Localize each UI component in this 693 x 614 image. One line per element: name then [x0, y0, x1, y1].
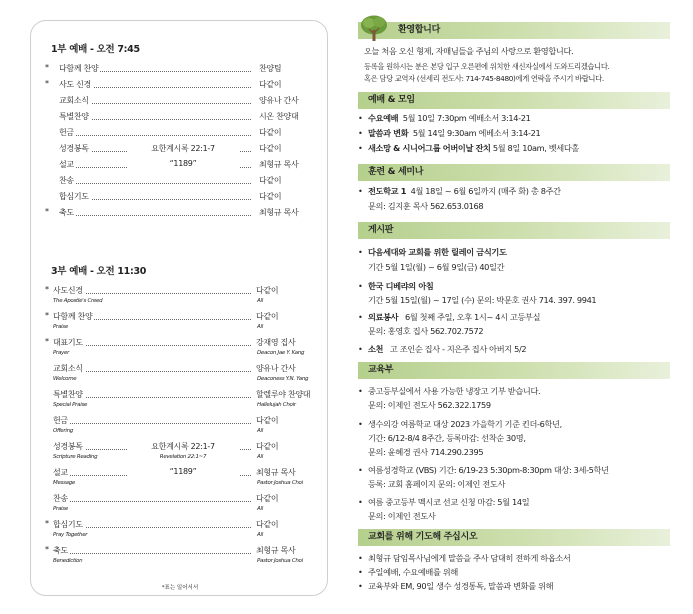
bullet: •: [358, 128, 363, 138]
item-leader: 다같이: [259, 128, 282, 137]
service3-row: [45, 493, 293, 506]
bullet: •: [358, 113, 363, 123]
service3-subrow: [45, 506, 293, 516]
announcements-panel: [358, 14, 670, 604]
dot-leader: [59, 397, 251, 398]
item-label: 찬송: [53, 494, 68, 503]
dot-leader: [59, 345, 251, 346]
item-leader-english: All: [257, 506, 263, 512]
item-leader: 다같이: [256, 494, 279, 503]
board-item-title: 의료봉사: [368, 312, 399, 322]
item-leader: 최형규 목사: [256, 468, 296, 477]
service1-title: 1부 예배 - 오전 7:45: [51, 44, 140, 55]
dot-leader: [59, 135, 251, 136]
bullet: •: [358, 581, 363, 591]
service1-row: [45, 175, 293, 188]
education-item-detail: 문의: 이제인 전도사: [368, 511, 436, 521]
item-label: 교회소식: [59, 96, 89, 105]
stand-marker: *: [45, 207, 49, 216]
board-item: [358, 247, 507, 258]
service3-row: [45, 285, 293, 298]
service1-row: [45, 111, 299, 124]
scripture-reference: 요한계시록 22:1-7: [127, 441, 239, 452]
stand-marker: *: [45, 63, 49, 72]
welcome-line: 등록을 원하시는 분은 본당 입구 오른편에 위치한 새신자실에서 도와드리겠습니다.: [364, 62, 610, 71]
service1-row: [45, 95, 299, 108]
stand-marker: *: [45, 545, 49, 554]
service3-row: [45, 337, 296, 350]
dot-leader: [59, 371, 251, 372]
service3-subrow: [45, 298, 293, 308]
item-label: 찬송: [59, 176, 74, 185]
prayer-header: 교회를 위해 기도해 주십시오: [358, 529, 670, 546]
item-leader-english: Deaconess Y.N. Yang: [257, 376, 309, 382]
prayer-item: [358, 567, 458, 578]
item-leader: 다같이: [256, 286, 279, 295]
stand-marker: *: [45, 311, 49, 320]
worship-header: 예배 & 모임: [358, 92, 670, 109]
board-item-text: 6월 첫째 주일, 오후 1시~ 4시 고등부실: [405, 312, 541, 322]
bullet: •: [358, 312, 363, 322]
service1-row: [45, 159, 299, 172]
education-item-detail: 문의: 이제인 전도사 562.322.1759: [368, 400, 491, 410]
board-item-title: 한국 디베랴의 아침: [368, 281, 434, 291]
education-item: [358, 419, 562, 430]
worship-item: [358, 128, 540, 139]
education-item-detail: 기간: 6/12-8/4 8주간, 등록마감: 선착순 30명,: [368, 433, 526, 443]
service3-row: [45, 545, 296, 558]
item-label: 헌금: [53, 416, 68, 425]
worship-item-text: 5월 8일 10am, 벳세다홀: [492, 143, 579, 153]
service1-row: [45, 127, 293, 140]
service3-row: [45, 363, 296, 376]
item-label-english: The Apostle's Creed: [53, 298, 103, 304]
bullet: •: [358, 465, 363, 475]
item-label-english: Offering: [53, 428, 73, 434]
sermon-title: “1189”: [127, 467, 239, 476]
tree-icon: [358, 14, 390, 44]
service3-row: [45, 311, 293, 324]
bullet: •: [358, 143, 363, 153]
education-item: [358, 386, 540, 397]
item-leader-english: All: [257, 428, 263, 434]
item-label: 대표기도: [53, 338, 83, 347]
prayer-item-text: 교육부와 EM, 90일 생수 성경통독, 말씀과 변화를 위해: [368, 581, 554, 591]
worship-item-title: 말씀과 변화: [368, 128, 409, 138]
item-leader: 다같이: [259, 192, 282, 201]
order-of-worship-panel: [30, 20, 328, 596]
service3-row: [45, 415, 293, 428]
item-leader: 양유나 간사: [259, 96, 299, 105]
service3-row: [45, 519, 293, 532]
item-label: 성경봉독: [59, 144, 89, 153]
item-leader-english: All: [257, 454, 263, 460]
education-item-text: 여름 중고등부 멕시코 선교 신청 마감: 5월 14일: [368, 497, 530, 507]
item-label: 설교: [53, 468, 68, 477]
service3-title: 3부 예배 - 오전 11:30: [51, 266, 147, 277]
item-label: 다함께 찬양: [53, 312, 93, 321]
bullet: •: [358, 281, 363, 291]
worship-item-title: 수요예배: [368, 113, 399, 123]
board-item-detail: 문의: 홍영호 집사 562.702.7572: [368, 326, 484, 336]
service3-subrow: [45, 558, 303, 568]
board-item-text: 고 조인순 집사 - 지은주 집사 아버지 5/2: [389, 344, 527, 354]
item-leader: 최형규 목사: [259, 208, 299, 217]
item-leader: 다같이: [259, 144, 282, 153]
board-item-title: 소천: [368, 344, 384, 354]
item-label-english: Special Praise: [53, 402, 88, 408]
education-header: 교육부: [358, 362, 670, 379]
service3-subrow: [45, 454, 293, 464]
education-item-text: 중고등부실에서 사용 가능한 냉장고 기부 받습니다.: [368, 386, 541, 396]
item-leader: 다같이: [256, 442, 279, 451]
bullet: •: [358, 497, 363, 507]
item-label: 합심기도: [53, 520, 83, 529]
worship-item: [358, 113, 530, 124]
stand-footnote: *표는 일어서서: [161, 585, 199, 591]
training-text: 4월 18일 ~ 6월 6일까지 (매주 화) 총 8주간: [410, 186, 561, 196]
service3-row: [45, 467, 296, 480]
stand-marker: *: [45, 79, 49, 88]
dot-leader: [59, 215, 251, 216]
item-leader-english: Pastor Joshua Choi: [257, 480, 303, 486]
item-label-english: Message: [53, 480, 76, 486]
dot-leader: [59, 423, 251, 424]
item-leader-english: All: [257, 298, 263, 304]
worship-item: [358, 143, 579, 154]
prayer-item: [358, 581, 553, 592]
board-item: [358, 281, 433, 292]
education-item-text: 여름성경학교 (VBS) 기간: 6/19-23 5:30pm-8:30pm 대상: 3세-5학년: [368, 465, 609, 475]
training-title: 전도학교 1: [368, 186, 407, 196]
stand-marker: *: [45, 519, 49, 528]
item-label: 특별찬양: [53, 390, 83, 399]
bullet: •: [358, 186, 363, 196]
item-label: 성경봉독: [53, 442, 83, 451]
bullet: •: [358, 567, 363, 577]
training-item: [358, 186, 561, 197]
service3-row: [45, 389, 311, 402]
service3-subrow: [45, 350, 305, 360]
prayer-item-text: 주일예배, 수요예배를 위해: [368, 567, 458, 577]
item-leader: 다같이: [256, 416, 279, 425]
item-leader-english: All: [257, 324, 263, 330]
item-label: 합심기도: [59, 192, 89, 201]
worship-item-text: 5월 14일 9:30am 에베소서 3:14-21: [412, 128, 541, 138]
dot-leader: [59, 501, 251, 502]
service1-row: [45, 191, 293, 204]
item-label-english: Prayer: [53, 350, 70, 356]
stand-marker: *: [45, 285, 49, 294]
item-label: 헌금: [59, 128, 74, 137]
education-item: [358, 465, 609, 476]
service1-row: [45, 63, 293, 76]
item-leader-english: Deacon Jae Y. Kang: [257, 350, 305, 356]
item-label-english: Benediction: [53, 558, 83, 564]
item-leader: 다같이: [259, 80, 282, 89]
board-item-title: 다음세대와 교회를 위한 릴레이 금식기도: [368, 247, 507, 257]
scripture-reference: 요한계시록 22:1-7: [127, 143, 239, 154]
item-leader: 찬양팀: [259, 64, 282, 73]
item-label: 축도: [59, 208, 74, 217]
item-leader: 최형규 목사: [259, 160, 299, 169]
education-item-detail: 등록: 교회 홈페이지 문의: 이제인 전도사: [368, 479, 506, 489]
education-item-detail: 문의: 윤혜경 권사 714.290.2395: [368, 447, 484, 457]
service1-row: [45, 143, 293, 156]
dot-leader: [59, 183, 251, 184]
board-item-detail: 기간 5월 1일(월) ~ 6월 9일(금) 40일간: [368, 262, 505, 272]
training-header: 훈련 & 세미나: [358, 164, 670, 181]
board-item: [358, 312, 540, 323]
welcome-line: 오늘 처음 오신 형제, 자매님들을 주님의 사랑으로 환영합니다.: [364, 46, 574, 56]
education-item-text: 생수의강 여름학교 대상 2023 가을학기 기준 킨더-6학년,: [368, 419, 562, 429]
service3-subrow: [45, 376, 309, 386]
prayer-item: [358, 553, 571, 564]
item-leader-english: All: [257, 532, 263, 538]
item-leader-english: Pastor Joshua Choi: [257, 558, 303, 564]
service1-row: [45, 79, 293, 92]
service3-subrow: [45, 532, 293, 542]
item-leader: 다같이: [256, 520, 279, 529]
item-leader: 시온 찬양대: [259, 112, 299, 121]
worship-item-text: 5월 10일 7:30pm 예배소서 3:14-21: [402, 113, 531, 123]
dot-leader: [59, 527, 251, 528]
training-contact: 문의: 김지훈 목사 562.653.0168: [368, 201, 484, 211]
item-label: 교회소식: [53, 364, 83, 373]
stand-marker: *: [45, 337, 49, 346]
board-item: [358, 344, 526, 355]
dot-leader: [59, 293, 251, 294]
welcome-line: 혹은 담당 교역자 (선세리 전도사: 714-745-8480)에게 연락을 주시기 바랍니다.: [364, 74, 604, 83]
item-leader-english: Hallelujah Choir: [257, 402, 296, 408]
item-label: 특별찬양: [59, 112, 89, 121]
bullet: •: [358, 386, 363, 396]
service3-subrow: [45, 402, 296, 412]
service3-subrow: [45, 428, 293, 438]
board-item-detail: 기간 5월 15일(월) ~ 17일 (수) 문의: 박문호 권사 714. 397. 9941: [368, 295, 597, 305]
item-label: 사도 신경: [59, 80, 91, 89]
sermon-title: “1189”: [127, 159, 239, 168]
welcome-header: 환영합니다: [358, 22, 670, 39]
worship-item-title: 새소망 & 시니어그룹 어버이날 잔치: [368, 143, 491, 153]
dot-leader: [59, 553, 251, 554]
item-leader: 다같이: [256, 312, 279, 321]
bullet: •: [358, 247, 363, 257]
bullet: •: [358, 419, 363, 429]
prayer-item-text: 최형규 담임목사님에게 말씀을 주사 담대히 전하게 하옵소서: [368, 553, 571, 563]
education-item: [358, 497, 529, 508]
service3-subrow: [45, 324, 293, 334]
board-header: 게시판: [358, 222, 670, 239]
scripture-reference-english: Revelation 22:1~7: [159, 454, 207, 460]
item-leader: 할렐루야 찬양대: [256, 390, 311, 399]
item-label-english: Welcome: [53, 376, 77, 382]
bullet: •: [358, 553, 363, 563]
item-label: 다함께 찬양: [59, 64, 99, 73]
item-label-english: Praise: [53, 506, 68, 512]
item-label: 사도신경: [53, 286, 83, 295]
bullet: •: [358, 344, 363, 354]
item-label-english: Pray Together: [53, 532, 88, 538]
item-label-english: Praise: [53, 324, 68, 330]
item-leader: 양유나 간사: [256, 364, 296, 373]
item-label: 설교: [59, 160, 74, 169]
item-leader: 최형규 목사: [256, 546, 296, 555]
service3-row: [45, 441, 293, 454]
service1-row: [45, 207, 299, 220]
item-leader: 다같이: [259, 176, 282, 185]
service3-subrow: [45, 480, 303, 490]
item-label: 축도: [53, 546, 68, 555]
item-leader: 강재영 집사: [256, 338, 296, 347]
item-label-english: Scripture Reading: [53, 454, 98, 460]
